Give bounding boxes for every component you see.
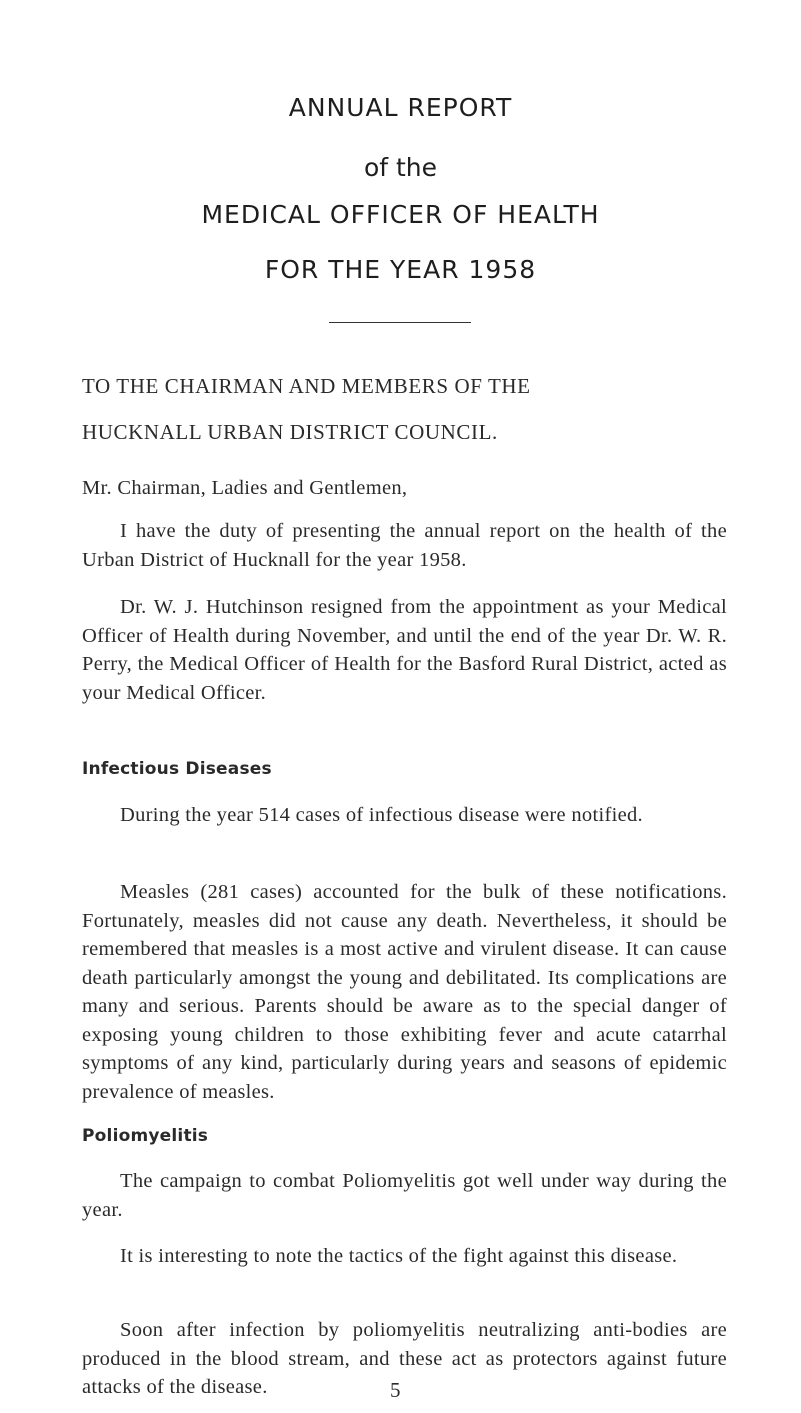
report-title-officer: MEDICAL OFFICER OF HEALTH — [201, 200, 600, 229]
title-divider — [329, 322, 471, 323]
paragraph-measles: Measles (281 cases) accounted for the bulk of these notifications. Fortunately, measles did not cause any death. Nevertheless, it should be remembered that measles is a most active and virulent disease. It can cause death particularly amongst the young and debilitated. Its complications are many and serious. Parents should be aware as to the special danger of exposing young children to those exhibiting fever and acute catarrhal symptoms of any kind, particularly during years and seasons of epidemic prevalence of measles. — [82, 881, 727, 1103]
salutation: Mr. Chairman, Ladies and Gentlemen, — [82, 477, 408, 499]
paragraph-infectious-cases: During the year 514 cases of infectious disease were notified. — [120, 804, 643, 826]
paragraph-polio-antibodies: Soon after infection by poliomyelitis neutralizing anti-bodies are produced in the blood stream, and these act as protectors against future attacks of the disease. — [82, 1319, 727, 1398]
addressee-line-2: HUCKNALL URBAN DISTRICT COUNCIL. — [82, 420, 498, 444]
paragraph-duty: I have the duty of presenting the annual report on the health of the Urban District of Hucknall for the year 1958. — [82, 520, 727, 571]
paragraph-polio-campaign: The campaign to combat Poliomyelitis got well under way during the year. — [82, 1170, 727, 1221]
paragraph-appointment: Dr. W. J. Hutchinson resigned from the appointment as your Medical Officer of Health during November, and until the end of the year Dr. W. R. Perry, the Medical Officer of Health for the Basford Rural District, acted as your Medical Officer. — [82, 596, 727, 704]
heading-poliomyelitis: Poliomyelitis — [82, 1126, 209, 1146]
paragraph-polio-tactics: It is interesting to note the tactics of the fight against this disease. — [120, 1245, 678, 1267]
addressee-line-1: TO THE CHAIRMAN AND MEMBERS OF THE — [82, 374, 531, 398]
page-number: 5 — [390, 1378, 401, 1402]
heading-infectious-diseases: Infectious Diseases — [82, 759, 272, 779]
report-title-year: FOR THE YEAR 1958 — [264, 255, 537, 284]
report-title-of-the: of the — [363, 153, 438, 182]
report-title: ANNUAL REPORT — [288, 93, 513, 122]
